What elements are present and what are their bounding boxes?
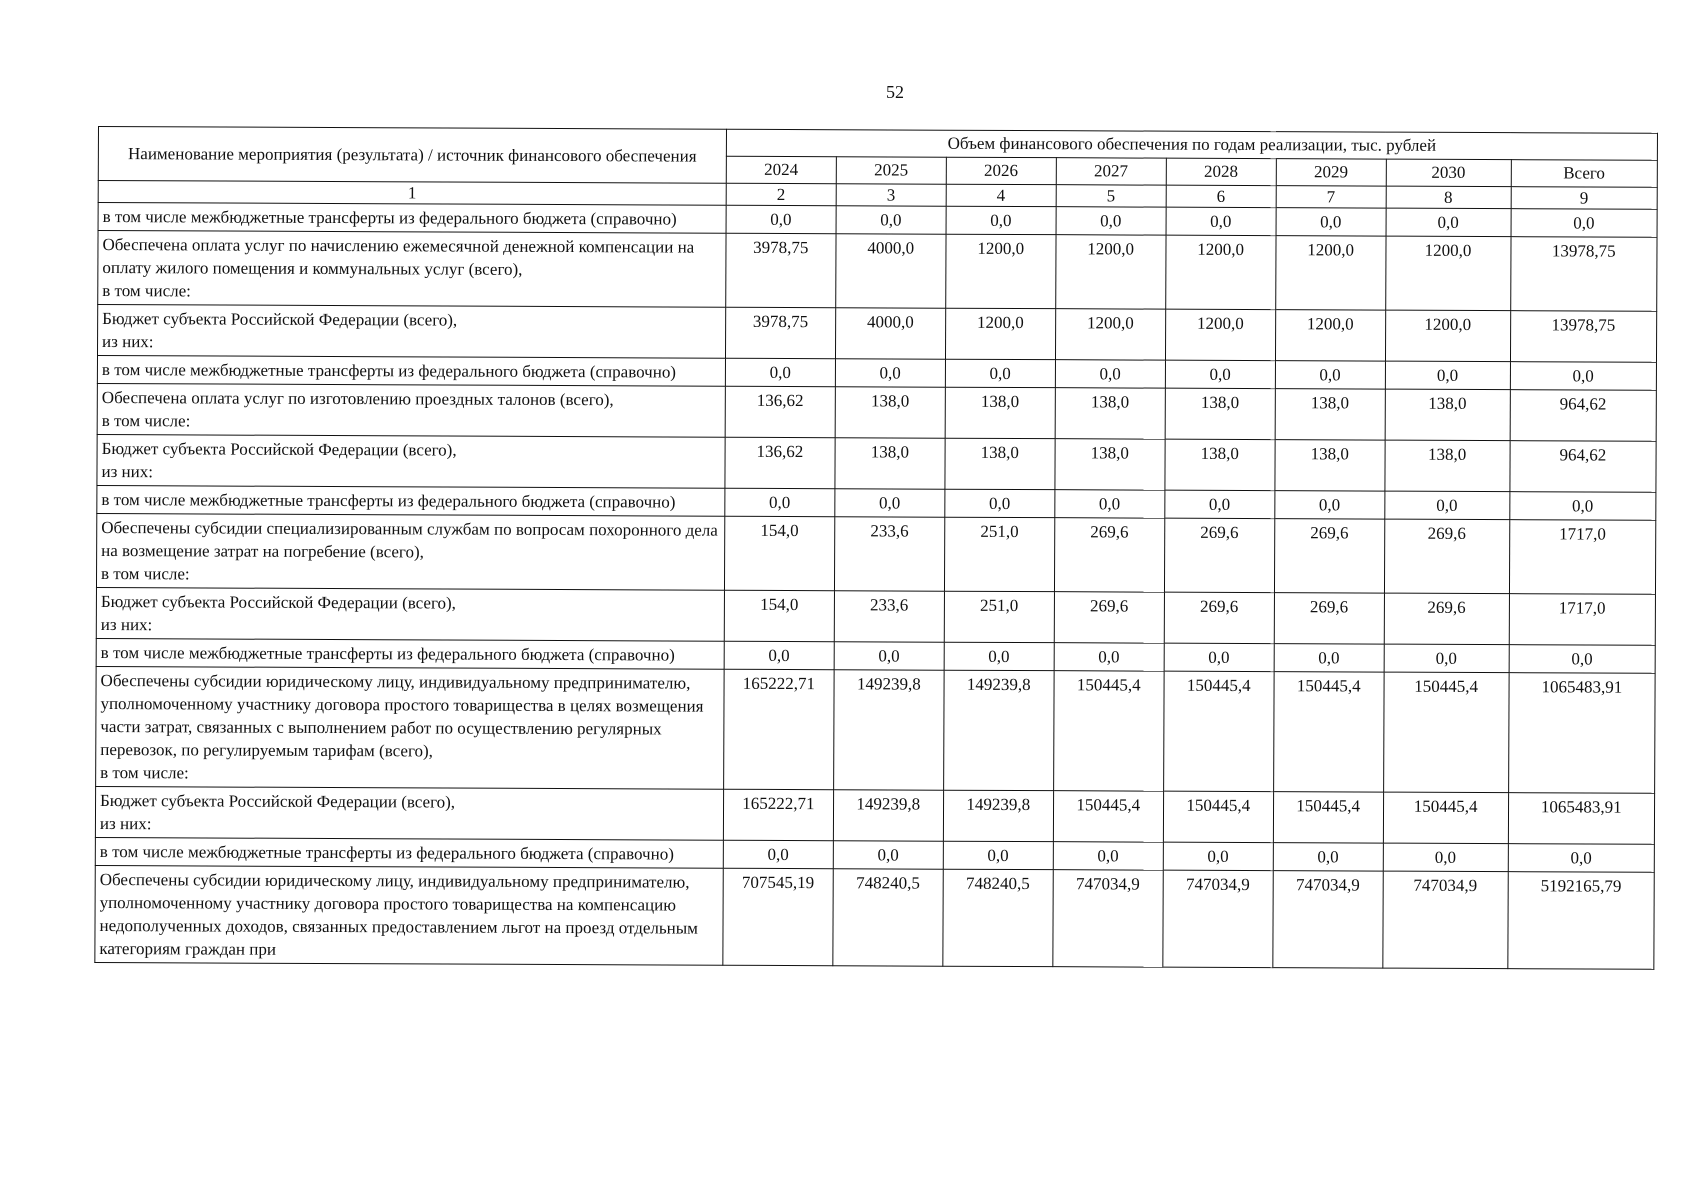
value-cell: 1065483,91: [1508, 673, 1655, 794]
value-cell: 269,6: [1054, 592, 1164, 643]
value-cell: 0,0: [944, 642, 1054, 670]
value-cell: 0,0: [1386, 208, 1511, 237]
value-cell: 251,0: [944, 591, 1054, 642]
value-cell: 0,0: [943, 841, 1053, 869]
value-cell: 1200,0: [1275, 310, 1385, 361]
value-cell: 0,0: [833, 841, 943, 869]
value-cell: 0,0: [1055, 360, 1165, 388]
year-header-cell: 2024: [726, 156, 836, 183]
column-number-cell: 7: [1276, 186, 1386, 208]
row-name-cell: Бюджет субъекта Российской Федерации (всего), из них:: [97, 305, 725, 359]
value-cell: 0,0: [1385, 361, 1510, 390]
value-cell: 0,0: [1165, 490, 1275, 518]
year-header-cell: 2026: [946, 157, 1056, 184]
value-cell: 0,0: [1274, 491, 1384, 519]
value-cell: 150445,4: [1053, 791, 1163, 842]
value-cell: 1200,0: [945, 308, 1055, 359]
value-cell: 3978,75: [725, 307, 835, 358]
value-cell: 269,6: [1274, 519, 1384, 593]
value-cell: 0,0: [1509, 645, 1656, 674]
value-cell: 138,0: [1055, 388, 1165, 439]
value-cell: 0,0: [1383, 843, 1508, 872]
value-cell: 13978,75: [1510, 237, 1657, 312]
row-name-cell: в том числе межбюджетные трансферты из федерального бюджета (справочно): [95, 837, 723, 868]
value-cell: 1200,0: [1165, 309, 1275, 360]
value-cell: 138,0: [1275, 440, 1385, 491]
value-cell: 4000,0: [835, 308, 945, 359]
column-number-cell: 5: [1056, 185, 1166, 207]
value-cell: 138,0: [835, 387, 945, 438]
row-name-cell: в том числе межбюджетные трансферты из федерального бюджета (справочно): [97, 485, 725, 516]
year-header-cell: Всего: [1511, 160, 1658, 188]
value-cell: 0,0: [726, 205, 836, 233]
value-cell: 1200,0: [945, 234, 1055, 308]
value-cell: 269,6: [1384, 519, 1509, 594]
value-cell: 138,0: [945, 438, 1055, 489]
value-cell: 251,0: [944, 517, 1054, 591]
value-cell: 0,0: [1055, 490, 1165, 518]
row-name-cell: Бюджет субъекта Российской Федерации (всего), из них:: [96, 587, 724, 641]
row-name-cell: Обеспечена оплата услуг по изготовлению проездных талонов (всего), в том числе:: [97, 383, 725, 437]
value-cell: 1200,0: [1165, 235, 1275, 309]
value-cell: 269,6: [1164, 518, 1274, 592]
value-cell: 138,0: [1165, 439, 1275, 490]
row-name-cell: в том числе межбюджетные трансферты из федерального бюджета (справочно): [97, 356, 725, 387]
value-cell: 747034,9: [1053, 870, 1163, 967]
value-cell: 1200,0: [1055, 235, 1165, 309]
column-number-cell: 6: [1166, 185, 1276, 207]
value-cell: 0,0: [1275, 361, 1385, 389]
value-cell: 149239,8: [833, 670, 943, 790]
value-cell: 138,0: [945, 387, 1055, 438]
value-cell: 269,6: [1164, 592, 1274, 643]
value-cell: 269,6: [1384, 593, 1509, 645]
year-header-cell: 2025: [836, 157, 946, 184]
value-cell: 0,0: [1511, 209, 1658, 238]
value-cell: 0,0: [1053, 842, 1163, 870]
value-cell: 1065483,91: [1508, 793, 1655, 845]
row-name-cell: Бюджет субъекта Российской Федерации (всего), из них:: [95, 786, 723, 840]
value-cell: 0,0: [1509, 492, 1656, 521]
value-cell: 269,6: [1274, 593, 1384, 644]
value-cell: 0,0: [1166, 207, 1276, 235]
table-body: [95, 203, 1657, 970]
value-cell: 150445,4: [1053, 671, 1163, 791]
value-cell: 150445,4: [1273, 672, 1383, 792]
value-cell: 748240,5: [943, 869, 1053, 966]
value-cell: 964,62: [1510, 390, 1657, 442]
value-cell: 0,0: [945, 359, 1055, 387]
table-row: [95, 865, 1654, 969]
value-cell: 0,0: [1054, 643, 1164, 671]
table-row: [97, 305, 1656, 363]
value-cell: 0,0: [724, 641, 834, 669]
column-number-cell: 1: [98, 181, 726, 206]
value-cell: 0,0: [1384, 644, 1509, 673]
value-cell: 154,0: [724, 590, 834, 641]
page-number: 52: [886, 82, 904, 102]
value-cell: 138,0: [1385, 389, 1510, 441]
value-cell: 4000,0: [836, 234, 946, 308]
value-cell: 0,0: [1164, 643, 1274, 671]
value-cell: 150445,4: [1383, 792, 1508, 844]
column-number-cell: 9: [1511, 187, 1658, 210]
value-cell: 149239,8: [833, 790, 943, 841]
value-cell: 0,0: [1274, 644, 1384, 672]
row-name-cell: Обеспечены субсидии юридическому лицу, индивидуальному предпринимателю, уполномоченному участнику договора простого товарищества в целях возмещения части затрат, связанных с выполнением работ по осуществлению регулярных перевозок, по регулируемым тарифам (всего), в том числе:: [96, 666, 724, 789]
table-row: [97, 383, 1656, 441]
value-cell: 0,0: [946, 206, 1056, 234]
row-name-cell: Обеспечена оплата услуг по начислению ежемесячной денежной компенсации на оплату жилого помещения и коммунальных услуг (всего), в том числе:: [98, 231, 726, 308]
value-cell: 138,0: [835, 438, 945, 489]
value-cell: 150445,4: [1273, 792, 1383, 843]
row-name-cell: Бюджет субъекта Российской Федерации (всего), из них:: [97, 434, 725, 488]
value-cell: 0,0: [1508, 844, 1655, 873]
value-cell: 0,0: [1165, 360, 1275, 388]
value-cell: 138,0: [1055, 439, 1165, 490]
value-cell: 165222,71: [723, 669, 833, 789]
value-cell: 13978,75: [1510, 311, 1657, 363]
value-cell: 138,0: [1165, 388, 1275, 439]
value-cell: 138,0: [1385, 440, 1510, 492]
table-row: [96, 587, 1655, 645]
row-name-cell: Обеспечены субсидии специализированным службам по вопросам похоронного дела на возмещение затрат на погребение (всего), в том числе:: [96, 513, 724, 590]
value-cell: 0,0: [725, 358, 835, 386]
table-row: [96, 513, 1655, 594]
value-cell: 748240,5: [833, 869, 943, 966]
column-number-cell: 4: [946, 184, 1056, 206]
column-number-cell: 3: [836, 184, 946, 206]
value-cell: 150445,4: [1383, 672, 1508, 793]
value-cell: 154,0: [724, 516, 834, 590]
value-cell: 1200,0: [1055, 309, 1165, 360]
year-header-cell: 2029: [1276, 159, 1386, 186]
row-name-cell: в том числе межбюджетные трансферты из федерального бюджета (справочно): [96, 638, 724, 669]
value-cell: 3978,75: [726, 233, 836, 307]
value-cell: 0,0: [836, 206, 946, 234]
table-row: [98, 231, 1657, 312]
table-row: [97, 434, 1656, 492]
value-cell: 1200,0: [1385, 310, 1510, 362]
value-cell: 0,0: [835, 489, 945, 517]
value-cell: 150445,4: [1163, 791, 1273, 842]
year-header-cell: 2028: [1166, 158, 1276, 185]
value-cell: 0,0: [945, 489, 1055, 517]
value-cell: 1717,0: [1509, 520, 1656, 595]
value-cell: 0,0: [834, 642, 944, 670]
value-cell: 0,0: [1273, 843, 1383, 871]
volume-column-header: Объем финансового обеспечения по годам реализации, тыс. рублей: [726, 129, 1657, 160]
value-cell: 136,62: [725, 437, 835, 488]
table-row: [96, 666, 1656, 793]
year-header-cell: 2030: [1386, 159, 1511, 187]
value-cell: 707545,19: [723, 868, 833, 965]
value-cell: 0,0: [1384, 491, 1509, 520]
value-cell: 0,0: [723, 840, 833, 868]
financing-table: [94, 126, 1658, 970]
value-cell: 149239,8: [943, 790, 1053, 841]
value-cell: 747034,9: [1273, 871, 1383, 968]
value-cell: 747034,9: [1163, 870, 1273, 967]
value-cell: 0,0: [1056, 207, 1166, 235]
value-cell: 233,6: [834, 591, 944, 642]
value-cell: 747034,9: [1382, 871, 1507, 969]
value-cell: 1200,0: [1385, 236, 1510, 311]
value-cell: 0,0: [725, 488, 835, 516]
value-cell: 149239,8: [943, 670, 1053, 790]
name-column-header: Наименование мероприятия (результата) / источник финансового обеспечения: [98, 127, 726, 184]
value-cell: 0,0: [1163, 842, 1273, 870]
column-number-cell: 8: [1386, 186, 1511, 209]
value-cell: 233,6: [834, 517, 944, 591]
value-cell: 165222,71: [723, 789, 833, 840]
value-cell: 0,0: [1276, 208, 1386, 236]
value-cell: 136,62: [725, 386, 835, 437]
row-name-cell: Обеспечены субсидии юридическому лицу, индивидуальному предпринимателю, уполномоченному участнику договора простого товарищества на компенсацию недополученных доходов, связанных предоставлением льгот на проезд отдельным категориям граждан при: [95, 865, 723, 965]
table-row: [95, 786, 1654, 844]
value-cell: 964,62: [1509, 441, 1656, 493]
value-cell: 1200,0: [1275, 236, 1385, 310]
value-cell: 150445,4: [1163, 671, 1273, 791]
header-row-1: [98, 127, 1657, 161]
value-cell: 269,6: [1054, 518, 1164, 592]
year-header-cell: 2027: [1056, 158, 1166, 185]
value-cell: 0,0: [835, 359, 945, 387]
value-cell: 5192165,79: [1507, 872, 1654, 970]
value-cell: 138,0: [1275, 389, 1385, 440]
value-cell: 1717,0: [1509, 594, 1656, 646]
value-cell: 0,0: [1510, 362, 1657, 391]
column-number-cell: 2: [726, 183, 836, 205]
row-name-cell: в том числе межбюджетные трансферты из федерального бюджета (справочно): [98, 203, 726, 234]
